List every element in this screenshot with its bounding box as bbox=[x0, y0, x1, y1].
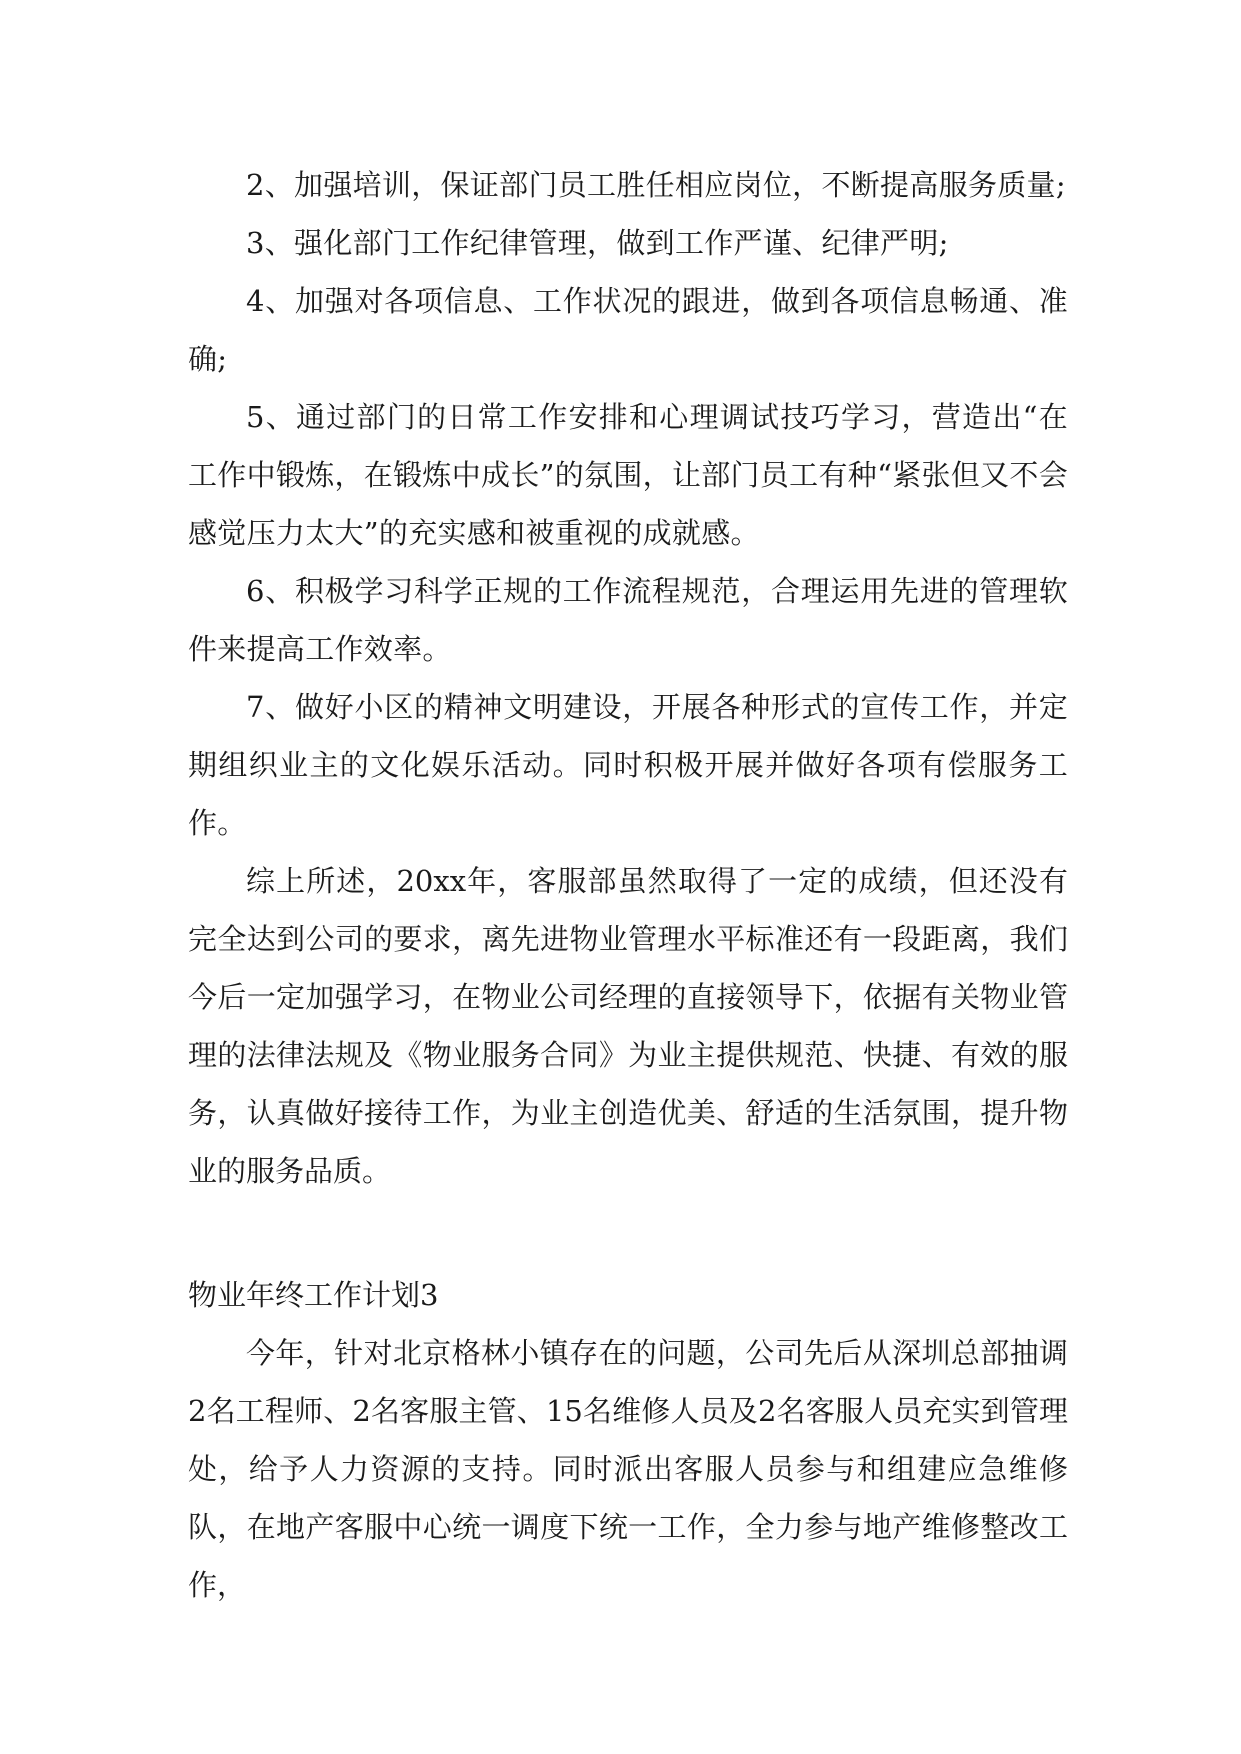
plan-item-7: 7、做好小区的精神文明建设，开展各种形式的宣传工作，并定期组织业主的文化娱乐活动。同时积极开展并做好各项有偿服务工作。 bbox=[188, 690, 1068, 840]
plan-item-3: 3、强化部门工作纪律管理，做到工作严谨、纪律严明; bbox=[246, 226, 949, 260]
section-title: 物业年终工作计划3 bbox=[188, 1278, 439, 1312]
plan-item-2: 2、加强培训，保证部门员工胜任相应岗位，不断提高服务质量; bbox=[246, 168, 1066, 202]
section-spacer bbox=[188, 1200, 1068, 1266]
document-page bbox=[188, 156, 1068, 1614]
summary-paragraph: 综上所述，20xx年，客服部虽然取得了一定的成绩，但还没有完全达到公司的要求，离先进物业管理水平标准还有一段距离，我们今后一定加强学习，在物业公司经理的直接领导下，依据有关物业管理的法律法规及《物业服务合同》为业主提供规范、快捷、有效的服务，认真做好接待工作，为业主创造优美、舒适的生活氛围，提升物业的服务品质。 bbox=[188, 864, 1068, 1188]
plan-item-4: 4、加强对各项信息、工作状况的跟进，做到各项信息畅通、准确; bbox=[188, 284, 1068, 376]
plan-item-5: 5、通过部门的日常工作安排和心理调试技巧学习，营造出“在工作中锻炼，在锻炼中成长”的氛围，让部门员工有种“紧张但又不会感觉压力太大”的充实感和被重视的成就感。 bbox=[188, 400, 1068, 550]
plan-item-6: 6、积极学习科学正规的工作流程规范，合理运用先进的管理软件来提高工作效率。 bbox=[188, 574, 1068, 666]
section-body-paragraph: 今年，针对北京格林小镇存在的问题，公司先后从深圳总部抽调2名工程师、2名客服主管、15名维修人员及2名客服人员充实到管理处，给予人力资源的支持。同时派出客服人员参与和组建应急维修队，在地产客服中心统一调度下统一工作，全力参与地产维修整改工作， bbox=[188, 1336, 1068, 1602]
